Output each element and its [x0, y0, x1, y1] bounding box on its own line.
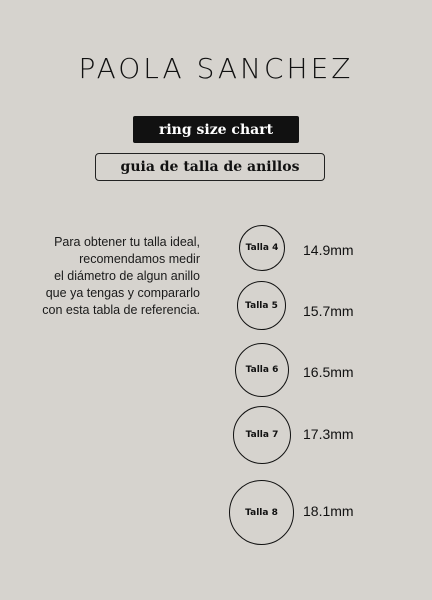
ring-circle-talla-8: [229, 480, 294, 545]
brand-title: PAOLA SANCHEZ: [78, 52, 354, 85]
ring-diameter-talla-4: 14.9mm: [303, 242, 354, 258]
intro-line: que ya tengas y compararlo: [45, 286, 200, 300]
ring-label: Talla 7: [245, 430, 279, 440]
ring-label: Talla 6: [245, 365, 279, 375]
ring-label: Talla 8: [245, 507, 278, 518]
ring-circle-talla-4: [239, 225, 285, 271]
intro-line: Para obtener tu talla ideal,: [54, 235, 200, 249]
intro-line: con esta tabla de referencia.: [42, 303, 200, 317]
intro-line: el diámetro de algun anillo: [54, 269, 200, 283]
ring-size-chart-label: ring size chart: [133, 116, 299, 143]
intro-line: recomendamos medir: [79, 252, 200, 266]
intro-paragraph: [20, 234, 200, 319]
ring-label: Talla 4: [245, 243, 279, 253]
ring-circle-talla-6: [235, 343, 289, 397]
ring-diameter-talla-6: 16.5mm: [303, 364, 354, 380]
guia-de-talla-label: guia de talla de anillos: [95, 153, 325, 181]
ring-circle-talla-7: [233, 406, 291, 464]
ring-diameter-talla-5: 15.7mm: [303, 303, 354, 319]
ring-circle-talla-5: [237, 281, 286, 330]
ring-diameter-talla-7: 17.3mm: [303, 426, 354, 442]
ring-label: Talla 5: [245, 300, 278, 311]
ring-diameter-talla-8: 18.1mm: [303, 503, 354, 519]
